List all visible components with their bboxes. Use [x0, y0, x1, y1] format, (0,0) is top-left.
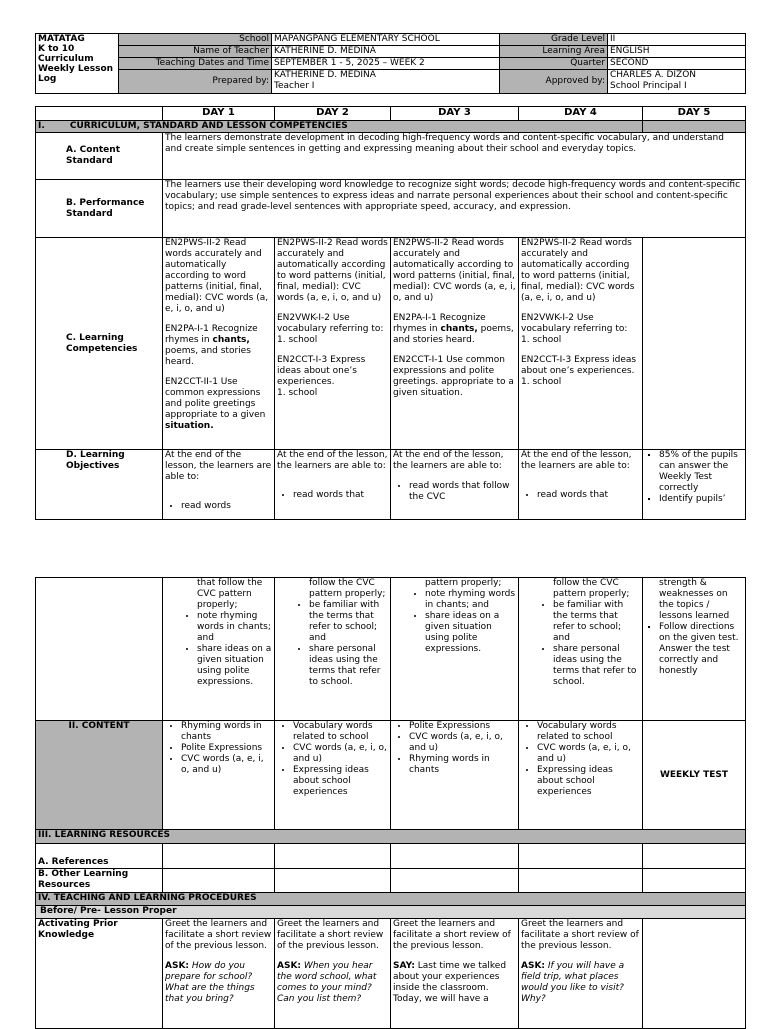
other-day5 — [643, 869, 746, 893]
references-day1 — [163, 844, 275, 869]
activating-day2: Greet the learners and facilitate a short review of the previous lesson. ASK: When you hear the word school, what comes to your mind? Can you list them? — [275, 919, 391, 1029]
day4-header: DAY 4 — [519, 107, 643, 121]
content-day5: WEEKLY TEST — [643, 721, 746, 830]
competencies-day3: EN2PWS-II-2 Read words accurately and automatically according to word patterns (initial, final, medial): CVC words (a, e, i, o, and u) EN2PA-I-1 Recognize rhymes in chants, poems, and stories heard. EN2CCT-I-1 Use common expressions and polite greetings. appropriate to a given situation. — [391, 238, 519, 450]
section1-title-day5 — [643, 121, 746, 133]
competencies-day5 — [643, 238, 746, 450]
other-resources-label: B. Other Learning Resources — [36, 869, 163, 893]
references-day5 — [643, 844, 746, 869]
other-day4 — [519, 869, 643, 893]
prepared-label: Prepared by: — [119, 69, 272, 93]
quarter-label: Quarter — [500, 57, 608, 69]
activating-day4: Greet the learners and facilitate a short review of the previous lesson. ASK: If you will have a field trip, what places would you like to visit? Why? — [519, 919, 643, 1029]
content-day2: • Vocabulary words related to school • CVC words (a, e, i, o, and u) • Expressing ideas about school experiences — [275, 721, 391, 830]
wll-title: MATATAG K to 10 Curriculum Weekly Lesson Log — [36, 34, 119, 94]
activating-day5 — [643, 919, 746, 1029]
content-day4: • Vocabulary words related to school • CVC words (a, e, i, o, and u) • Expressing ideas about school experiences — [519, 721, 643, 830]
performance-standard-label: B. Performance Standard — [36, 180, 163, 238]
lesson-table-page2 — [35, 577, 746, 1029]
teacher-value: KATHERINE D. MEDINA — [272, 45, 500, 57]
area-label: Learning Area — [500, 45, 608, 57]
objectives-day4: At the end of the lesson, the learners are able to: • read words that — [519, 450, 643, 520]
school-value: MAPANGPANG ELEMENTARY SCHOOL — [272, 34, 500, 46]
day1-header: DAY 1 — [163, 107, 275, 121]
objectives-cont-day2: follow the CVC pattern properly; • be familiar with the terms that refer to school; and • share personal ideas using the terms that refer to school. — [275, 578, 391, 721]
other-day2 — [275, 869, 391, 893]
content-label: II. CONTENT — [36, 721, 163, 830]
before-lesson-label: Before/ Pre- Lesson Proper — [36, 906, 746, 919]
objectives-cont-day5: strength & weaknesses on the topics / lessons learned ▪ Follow directions on the given test. Answer the test correctly and honestly — [643, 578, 746, 721]
school-label: School — [119, 34, 272, 46]
objectives-label: D. Learning Objectives — [36, 450, 163, 520]
header-table — [35, 33, 746, 94]
dates-value: SEPTEMBER 1 - 5, 2025 – WEEK 2 — [272, 57, 500, 69]
objectives-day5: ▪ 85% of the pupils can answer the Weekly Test correctly ▪ Identify pupils’ — [643, 450, 746, 520]
approved-label: Approved by: — [500, 69, 608, 93]
approved-value: CHARLES A. DIZON School Principal I — [608, 69, 746, 93]
content-standard-label: A. Content Standard — [36, 133, 163, 180]
section1-title: I. CURRICULUM, STANDARD AND LESSON COMPETENCIES — [36, 121, 643, 133]
objectives-day3: At the end of the lesson, the learners are able to: • read words that follow the CVC — [391, 450, 519, 520]
activating-day3: Greet the learners and facilitate a short review of the previous lesson. SAY: Last time we talked about your experiences inside the classroom. Today, we will have a — [391, 919, 519, 1029]
content-day1: • Rhyming words in chants • Polite Expressions • CVC words (a, e, i, o, and u) — [163, 721, 275, 830]
procedures-title: IV. TEACHING AND LEARNING PROCEDURES — [36, 893, 746, 906]
references-day2 — [275, 844, 391, 869]
objectives-cont-day3: pattern properly; • note rhyming words in chants; and • share ideas on a given situation using polite expressions. — [391, 578, 519, 721]
competencies-day4: EN2PWS-II-2 Read words accurately and automatically according to word patterns (initial, final, medial): CVC words (a, e, i, o, and u) EN2VWK-I-2 Use vocabulary referring to: 1. school EN2CCT-I-3 Express ideas about one’s experiences. 1. school — [519, 238, 643, 450]
references-label: A. References — [36, 844, 163, 869]
competencies-label: C. Learning Competencies — [36, 238, 163, 450]
teacher-label: Name of Teacher — [119, 45, 272, 57]
other-day1 — [163, 869, 275, 893]
references-day3 — [391, 844, 519, 869]
resources-title: III. LEARNING RESOURCES — [36, 830, 746, 844]
performance-standard-text: The learners use their developing word knowledge to recognize sight words; decode high-frequency words and content-specific vocabulary; use simple sentences to express ideas and narrate personal experiences about their school and content-specific topics; and read grade-level sentences with appropriate speed, accuracy, and expression. — [163, 180, 746, 238]
day3-header: DAY 3 — [391, 107, 519, 121]
objectives-cont-day1: that follow the CVC pattern properly; • note rhyming words in chants; and • share ideas on a given situation using polite expressions. — [163, 578, 275, 721]
grade-label: Grade Level — [500, 34, 608, 46]
activating-label: Activating Prior Knowledge — [36, 919, 163, 1029]
area-value: ENGLISH — [608, 45, 746, 57]
objectives-cont-day4: follow the CVC pattern properly; • be familiar with the terms that refer to school; and • share personal ideas using the terms that refer to school. — [519, 578, 643, 721]
day2-header: DAY 2 — [275, 107, 391, 121]
objectives-day1: At the end of the lesson, the learners are able to: • read words — [163, 450, 275, 520]
grade-value: II — [608, 34, 746, 46]
prepared-value: KATHERINE D. MEDINA Teacher I — [272, 69, 500, 93]
day5-header: DAY 5 — [643, 107, 746, 121]
activating-day1: Greet the learners and facilitate a short review of the previous lesson. ASK: How do you prepare for school? What are the things that you bring? — [163, 919, 275, 1029]
objectives-day2: At the end of the lesson, the learners are able to: • read words that — [275, 450, 391, 520]
dates-label: Teaching Dates and Time — [119, 57, 272, 69]
objectives-cont-label — [36, 578, 163, 721]
content-day3: • Polite Expressions • CVC words (a, e, i, o, and u) • Rhyming words in chants — [391, 721, 519, 830]
content-standard-text: The learners demonstrate development in decoding high-frequency words and content-specific vocabulary, and understand and create simple sentences in getting and expressing meaning about their school and everyday topics. — [163, 133, 746, 180]
competencies-day1: EN2PWS-II-2 Read words accurately and automatically according to word patterns (initial, final, medial): CVC words (a, e, i, o, and u) EN2PA-I-1 Recognize rhymes in chants, poems, and stories heard. EN2CCT-II-1 Use common expressions and polite greetings appropriate to a given situation. — [163, 238, 275, 450]
references-day4 — [519, 844, 643, 869]
corner-cell — [36, 107, 163, 121]
quarter-value: SECOND — [608, 57, 746, 69]
competencies-day2: EN2PWS-II-2 Read words accurately and automatically according to word patterns (initial, final, medial): CVC words (a, e, i, o, and u) EN2VWK-I-2 Use vocabulary referring to: 1. school EN2CCT-I-3 Express ideas about one’s experiences. 1. school — [275, 238, 391, 450]
lesson-table-page1 — [35, 106, 746, 520]
other-day3 — [391, 869, 519, 893]
